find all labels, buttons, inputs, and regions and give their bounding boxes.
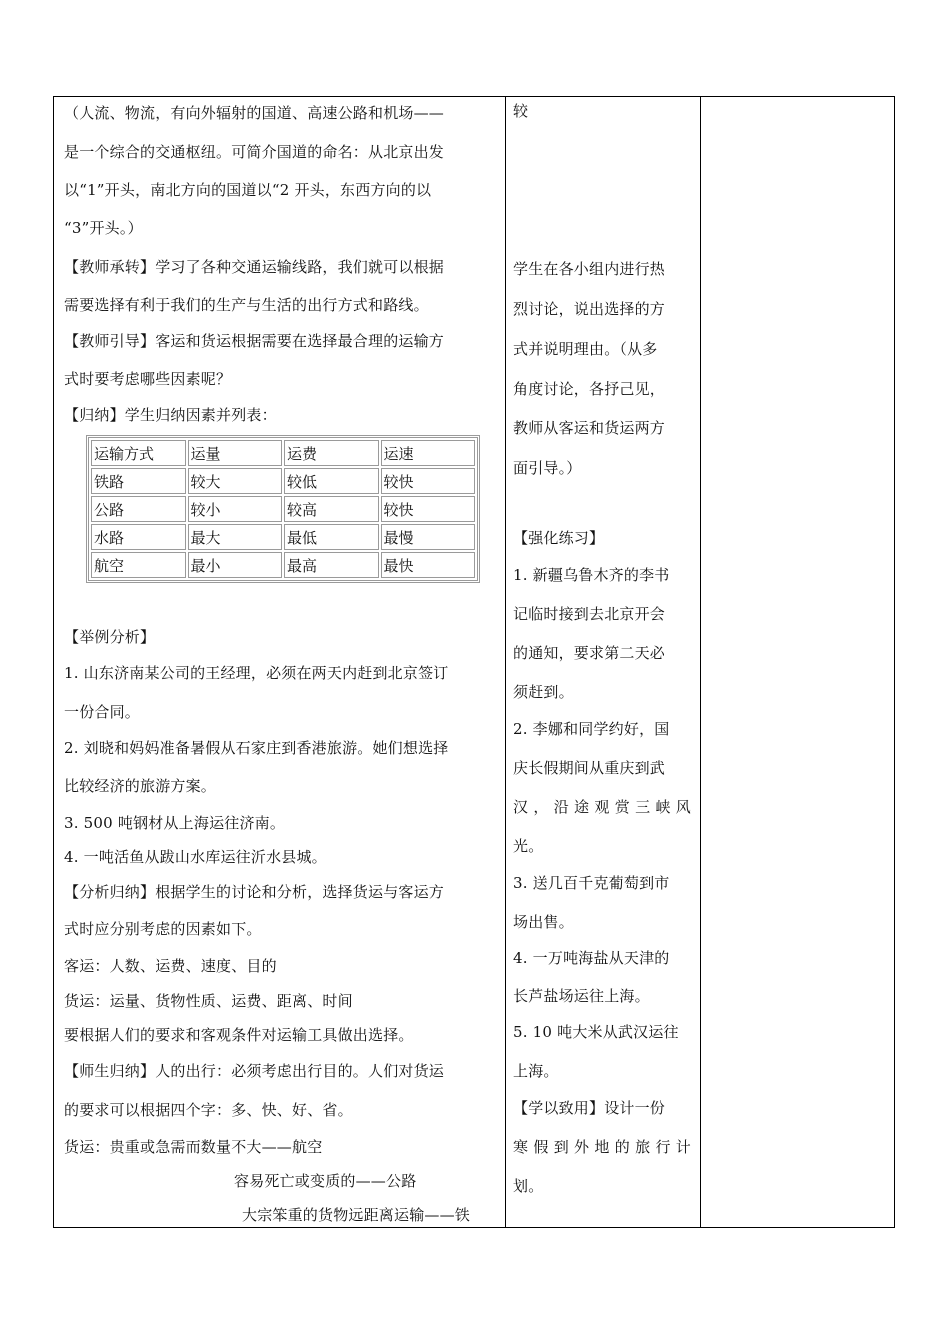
text-line: 较 xyxy=(513,102,529,120)
text-line: 以“1”开头，南北方向的国道以“2 开头，东西方向的以 xyxy=(64,181,432,199)
table-cell: 较高 xyxy=(284,496,379,522)
table-cell: 最快 xyxy=(381,552,476,578)
text-line: 【教师引导】客运和货运根据需要在选择最合理的运输方 xyxy=(64,332,445,350)
text-line: 上海。 xyxy=(513,1062,559,1080)
text-line: 2. 刘晓和妈妈准备暑假从石家庄到香港旅游。她们想选择 xyxy=(64,739,449,757)
text-line: 需要选择有利于我们的生产与生活的出行方式和路线。 xyxy=(64,296,429,314)
lesson-table xyxy=(53,96,895,1228)
text-line: 4. 一吨活鱼从跋山水库运往沂水县城。 xyxy=(64,848,327,866)
text-line: 寒假到外地的旅行计 xyxy=(513,1138,691,1156)
text-line: 学生在各小组内进行热 xyxy=(513,260,666,278)
text-line: 1. 新疆乌鲁木齐的李书 xyxy=(513,566,670,584)
text-line: 须赶到。 xyxy=(513,683,574,701)
text-line: 货运：贵重或急需而数量不大——航空 xyxy=(64,1138,323,1156)
text-line: 长芦盐场运往上海。 xyxy=(513,987,650,1005)
text-line: 划。 xyxy=(513,1177,544,1195)
section-heading: 【举例分析】 xyxy=(64,628,156,646)
table-cell: 水路 xyxy=(91,524,186,550)
text-line: 要根据人们的要求和客观条件对运输工具做出选择。 xyxy=(64,1026,414,1044)
text-line: 烈讨论，说出选择的方 xyxy=(513,300,666,318)
text-line: 客运：人数、运费、速度、目的 xyxy=(64,957,277,975)
table-cell: 公路 xyxy=(91,496,186,522)
text-line: 一份合同。 xyxy=(64,703,141,721)
text-line: 是一个综合的交通枢纽。可简介国道的命名：从北京出发 xyxy=(64,143,445,161)
text-line: 大宗笨重的货物远距离运输——铁 xyxy=(242,1206,471,1224)
text-line: 场出售。 xyxy=(513,913,574,931)
table-header-cell: 运费 xyxy=(284,440,379,466)
table-row xyxy=(91,496,475,522)
table-cell: 较低 xyxy=(284,468,379,494)
table-cell: 较小 xyxy=(188,496,283,522)
text-line: 2. 李娜和同学约好，国 xyxy=(513,720,670,738)
table-cell: 较快 xyxy=(381,468,476,494)
section-heading: 【归纳】学生归纳因素并列表： xyxy=(64,406,277,424)
text-line: 记临时接到去北京开会 xyxy=(513,605,666,623)
table-header-cell: 运量 xyxy=(188,440,283,466)
text-line: 货运：运量、货物性质、运费、距离、时间 xyxy=(64,992,353,1010)
text-line: 角度讨论，各抒己见， xyxy=(513,380,666,398)
text-line: 容易死亡或变质的——公路 xyxy=(234,1172,417,1190)
text-line: 5. 10 吨大米从武汉运往 xyxy=(513,1023,679,1041)
section-heading: 【强化练习】 xyxy=(513,529,605,547)
table-cell: 最慢 xyxy=(381,524,476,550)
table-cell: 较大 xyxy=(188,468,283,494)
text-line: 【分析归纳】根据学生的讨论和分析，选择货运与客运方 xyxy=(64,883,445,901)
text-line: 式并说明理由。（从多 xyxy=(513,340,658,358)
text-line: 式时要考虑哪些因素呢？ xyxy=(64,370,232,388)
table-cell: 最高 xyxy=(284,552,379,578)
table-row xyxy=(91,468,475,494)
table-cell: 最大 xyxy=(188,524,283,550)
transport-comparison-table xyxy=(86,435,480,583)
text-line: 的通知，要求第二天必 xyxy=(513,644,666,662)
text-line: 3. 送几百千克葡萄到市 xyxy=(513,874,670,892)
table-cell: 最低 xyxy=(284,524,379,550)
text-line: 庆长假期间从重庆到武 xyxy=(513,759,666,777)
table-cell: 最小 xyxy=(188,552,283,578)
text-line: 【师生归纳】人的出行：必须考虑出行目的。人们对货运 xyxy=(64,1062,445,1080)
text-line: 3. 500 吨钢材从上海运往济南。 xyxy=(64,814,286,832)
text-line: 1. 山东济南某公司的王经理，必须在两天内赶到北京签订 xyxy=(64,664,449,682)
text-line: 式时应分别考虑的因素如下。 xyxy=(64,920,262,938)
text-line: “3”开头。） xyxy=(64,219,143,237)
table-row xyxy=(91,524,475,550)
text-line: 面引导。） xyxy=(513,459,582,477)
text-line: 4. 一万吨海盐从天津的 xyxy=(513,949,670,967)
text-line: 光。 xyxy=(513,837,544,855)
table-header-row xyxy=(91,440,475,466)
text-line: 的要求可以根据四个字：多、快、好、省。 xyxy=(64,1101,353,1119)
text-line: 汉，沿途观赏三峡风 xyxy=(513,798,691,816)
column-divider-1 xyxy=(505,97,506,1227)
text-line: （人流、物流，有向外辐射的国道、高速公路和机场—— xyxy=(64,104,445,122)
text-line: 比较经济的旅游方案。 xyxy=(64,777,217,795)
table-cell: 较快 xyxy=(381,496,476,522)
table-cell: 铁路 xyxy=(91,468,186,494)
table-cell: 航空 xyxy=(91,552,186,578)
table-header-cell: 运速 xyxy=(381,440,476,466)
text-line: 教师从客运和货运两方 xyxy=(513,419,666,437)
text-line: 【教师承转】学习了各种交通运输线路，我们就可以根据 xyxy=(64,258,445,276)
section-heading: 【学以致用】设计一份 xyxy=(513,1099,666,1117)
column-divider-2 xyxy=(700,97,701,1227)
table-header-cell: 运输方式 xyxy=(91,440,186,466)
table-row xyxy=(91,552,475,578)
